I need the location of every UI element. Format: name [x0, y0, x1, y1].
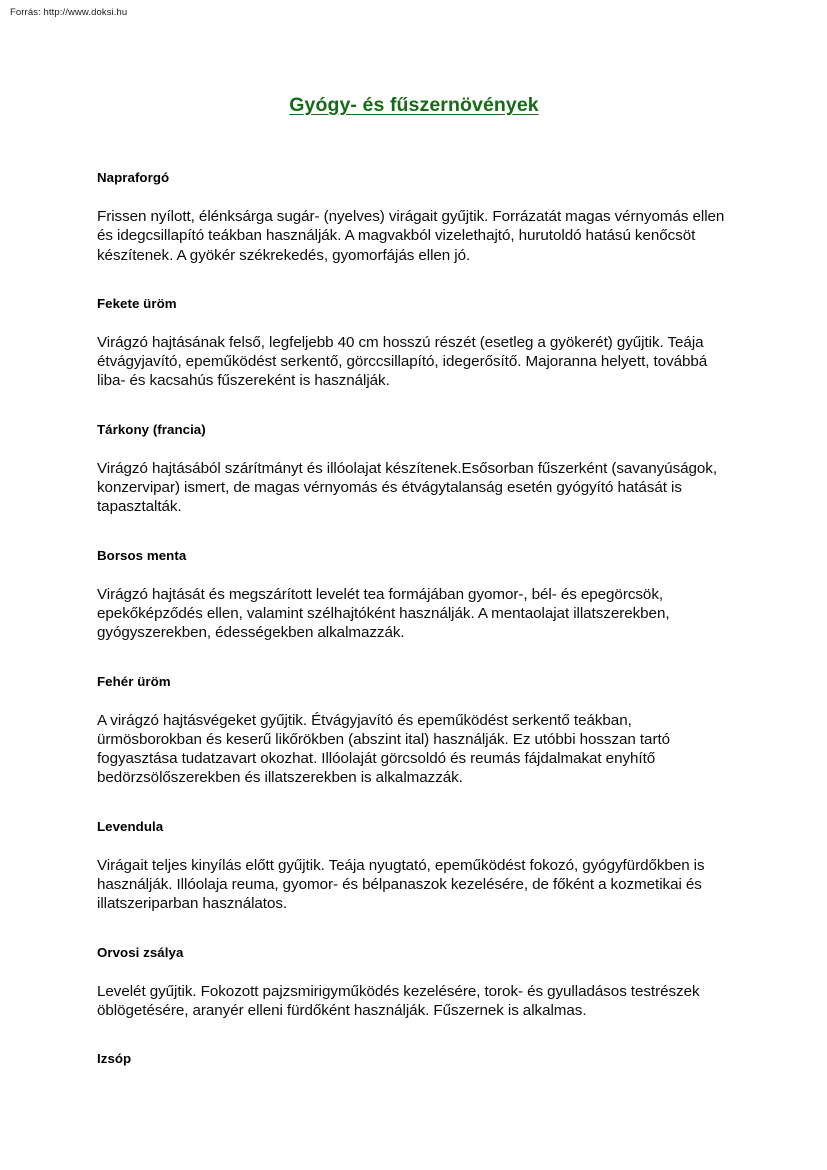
section-paragraph: Virágzó hajtását és megszárított levelét tea formájában gyomor-, bél- és epegörcsök, epekőképződés ellen, valamint szélhajtóként használják. A mentaolajat illatszerekben, gyógyszerekben, édességekben alkalmazzák. — [97, 585, 670, 642]
section-paragraph: A virágzó hajtásvégeket gyűjtik. Étvágyjavító és epeműködést serkentő teákban, ürmösborokban és keserű likőrökben (abszint ital) használják. Ez utóbbi hosszan tartó fogyasztása tudatzavart okozhat. Illóolaját görcsoldó és reumás fájdalmakat enyhítő bedörzsölőszerekben és illatszerekben is alkalmazzák. — [97, 711, 671, 787]
section-heading: Fekete üröm — [97, 295, 177, 311]
content-section — [97, 169, 731, 265]
section-heading: Levendula — [97, 818, 164, 834]
section-heading: Borsos menta — [97, 547, 187, 563]
page-title: Gyógy- és fűszernövények — [289, 94, 539, 116]
content-section — [97, 818, 731, 914]
section-list — [97, 169, 731, 1067]
section-paragraph: Virágzó hajtásának felső, legfeljebb 40 cm hosszú részét (esetleg a gyökerét) gyűjtik. Teája étvágyjavító, epeműködést serkentő, görccsillapító, idegerősítő. Majoranna helyett, továbbá liba- és kacsahús fűszereként is használják. — [97, 333, 708, 390]
section-heading: Fehér üröm — [97, 673, 171, 689]
section-paragraph: Levelét gyűjtik. Fokozott pajzsmirigyműködés kezelésére, torok- és gyulladásos testrészek öblögetésére, aranyér elleni fürdőként használják. Fűszernek is alkalmas. — [97, 982, 700, 1019]
content-section — [97, 421, 731, 517]
content-section — [97, 547, 731, 643]
section-heading: Orvosi zsálya — [97, 944, 184, 960]
section-heading: Tárkony (francia) — [97, 421, 206, 437]
content-section — [97, 295, 731, 391]
section-heading: Izsóp — [97, 1051, 132, 1067]
content-section — [97, 1050, 731, 1067]
section-paragraph: Virágait teljes kinyílás előtt gyűjtik. Teája nyugtató, epeműködést fokozó, gyógyfürdőkben is használják. Illóolaja reuma, gyomor- és bélpanaszok kezelésére, de főként a kozmetikai és illatszeriparban használatos. — [97, 856, 705, 913]
content-section — [97, 944, 731, 1021]
section-paragraph: Frissen nyílott, élénksárga sugár- (nyelves) virágait gyűjtik. Forrázatát magas vérnyomás ellen és idegcsillapító teákban használják. A magvakból vizelethajtó, hurutoldó hatású kenőcsöt készítenek. A gyökér székrekedés, gyomorfájás ellen jó. — [97, 208, 725, 264]
section-heading: Napraforgó — [97, 170, 170, 185]
content-section — [97, 673, 731, 788]
document-content — [97, 92, 731, 1067]
section-paragraph: Virágzó hajtásából szárítmányt és illóolajat készítenek.Esősorban fűszerként (savanyúságok, konzervipar) ismert, de magas vérnyomás és étvágytalanság esetén gyógyító hatását is tapasztalták. — [97, 459, 718, 516]
source-url-label: Forrás: http://www.doksi.hu — [10, 7, 128, 18]
